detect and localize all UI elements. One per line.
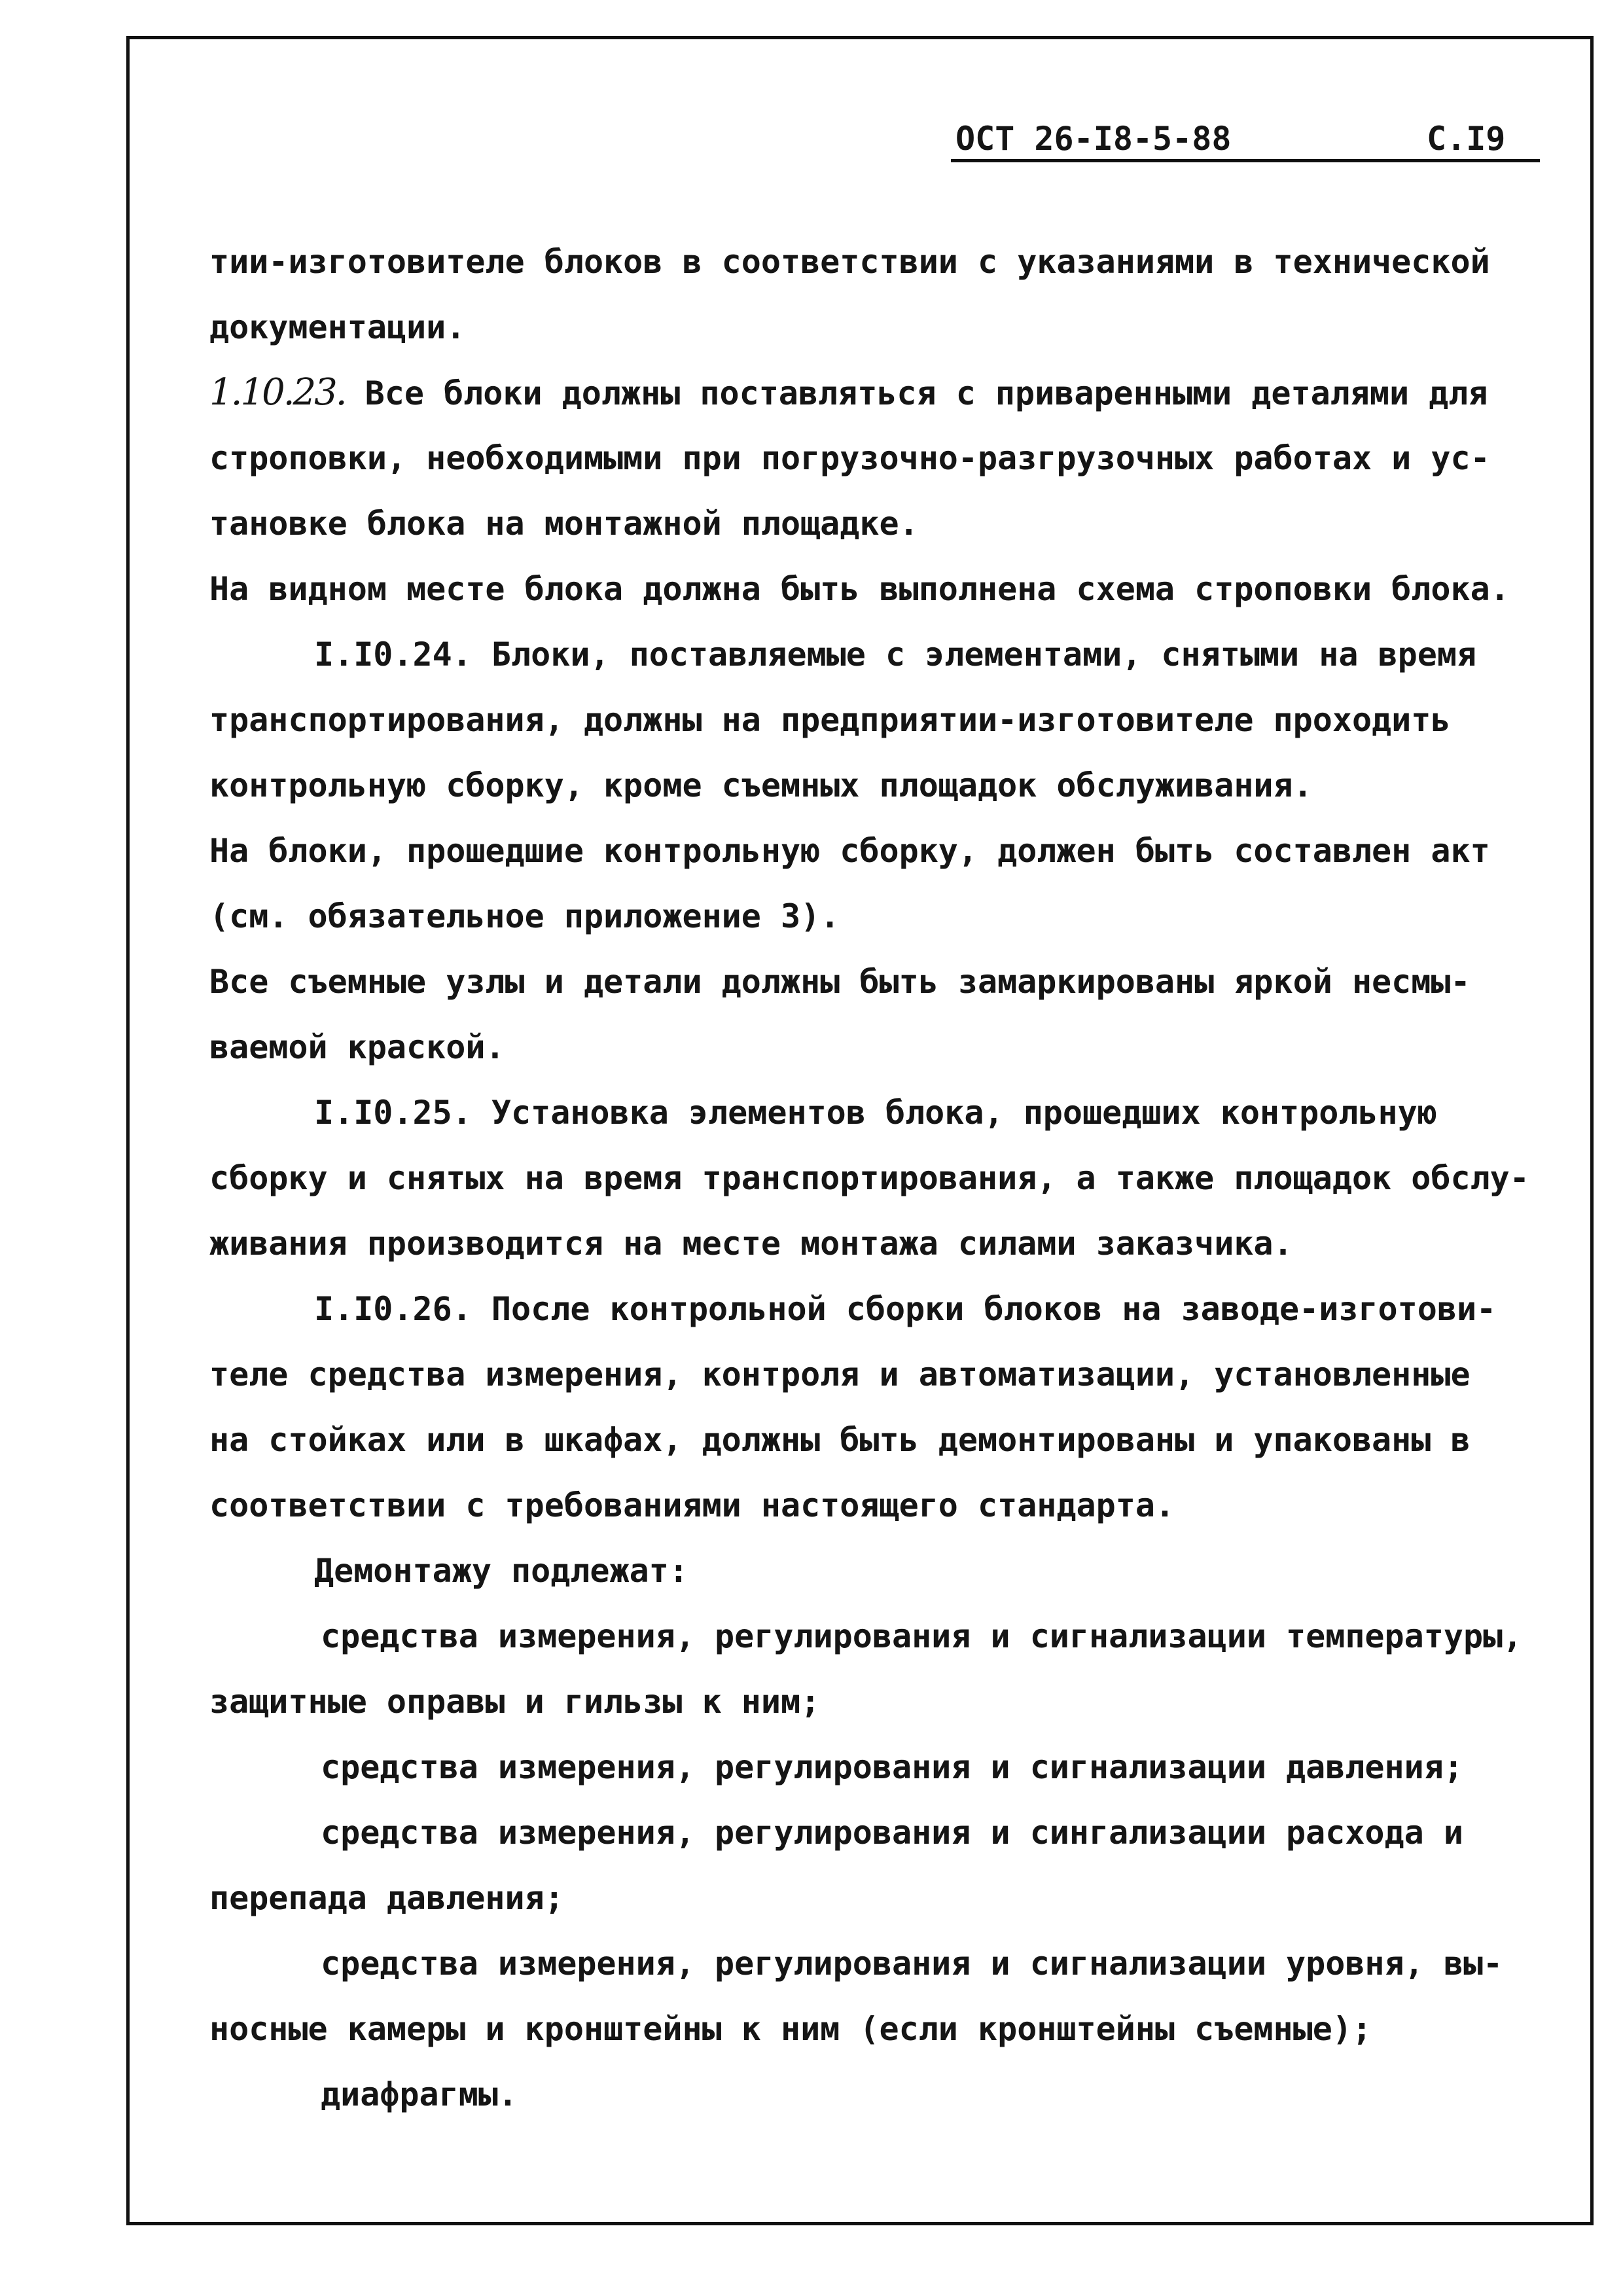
text-line: сборку и снятых на время транспортирования, а также площадок обслу- <box>209 1159 1529 1197</box>
document-code: ОСТ 26-I8-5-88 <box>955 120 1232 158</box>
document-body <box>209 229 1571 2127</box>
text-line: ваемой краской. <box>209 1028 505 1066</box>
text-line: На блоки, прошедшие контрольную сборку, должен быть составлен акт <box>209 832 1490 870</box>
clause-1-10-24-line: I.I0.24. Блоки, поставляемые с элементами, снятыми на время <box>314 636 1477 673</box>
list-item-line: средства измерения, регулирования и сигнализации уровня, вы- <box>321 1945 1503 1982</box>
list-intro-line: Демонтажу подлежат: <box>314 1552 688 1590</box>
clause-1-10-25-line: I.I0.25. Установка элементов блока, прошедших контрольную <box>314 1094 1437 1132</box>
text-line: контрольную сборку, кроме съемных площадок обслуживания. <box>209 766 1313 804</box>
text-line: соответствии с требованиями настоящего стандарта. <box>209 1486 1175 1524</box>
text-line: На видном месте блока должна быть выполнена схема строповки блока. <box>209 570 1510 608</box>
list-item-line: средства измерения, регулирования и сигнализации давления; <box>321 1748 1463 1786</box>
text-line: документации. <box>209 308 466 346</box>
list-item-line: диафрагмы. <box>321 2075 518 2113</box>
text-line: (см. обязательное приложение 3). <box>209 897 840 935</box>
list-item-line: средства измерения, регулирования и сигнализации температуры, <box>321 1617 1523 1655</box>
list-item-line: средства измерения, регулирования и сингализации расхода и <box>321 1814 1463 1852</box>
text-line: теле средства измерения, контроля и автоматизации, установленные <box>209 1355 1471 1393</box>
text-line: транспортирования, должны на предприятии-изготовителе проходить <box>209 701 1451 739</box>
text-line: защитные оправы и гильзы к ним; <box>209 1683 821 1721</box>
text-line: Все съемные узлы и детали должны быть замаркированы яркой несмы- <box>209 963 1471 1001</box>
clause-1-10-26-line: I.I0.26. После контрольной сборки блоков на заводе-изготови- <box>314 1290 1497 1328</box>
text-span: Все блоки должны поставляться с приваренными деталями для <box>345 374 1488 412</box>
text-line: перепада давления; <box>209 1879 564 1917</box>
text-line: на стойках или в шкафах, должны быть демонтированы и упакованы в <box>209 1421 1471 1459</box>
page-number: С.I9 <box>1427 120 1506 158</box>
text-line: носные камеры и кронштейны к ним (если кронштейны съемные); <box>209 2010 1372 2048</box>
text-line: живания производится на месте монтажа силами заказчика. <box>209 1225 1293 1263</box>
handwritten-clause-number: 1.10.23. <box>209 371 346 414</box>
header-underline <box>951 159 1540 162</box>
text-line: тии-изготовителе блоков в соответствии с указаниями в технической <box>209 243 1490 281</box>
text-line: тановке блока на монтажной площадке. <box>209 505 919 543</box>
text-line: строповки, необходимыми при погрузочно-разгрузочных работах и ус- <box>209 439 1490 477</box>
clause-1-10-23-line <box>209 360 1571 425</box>
